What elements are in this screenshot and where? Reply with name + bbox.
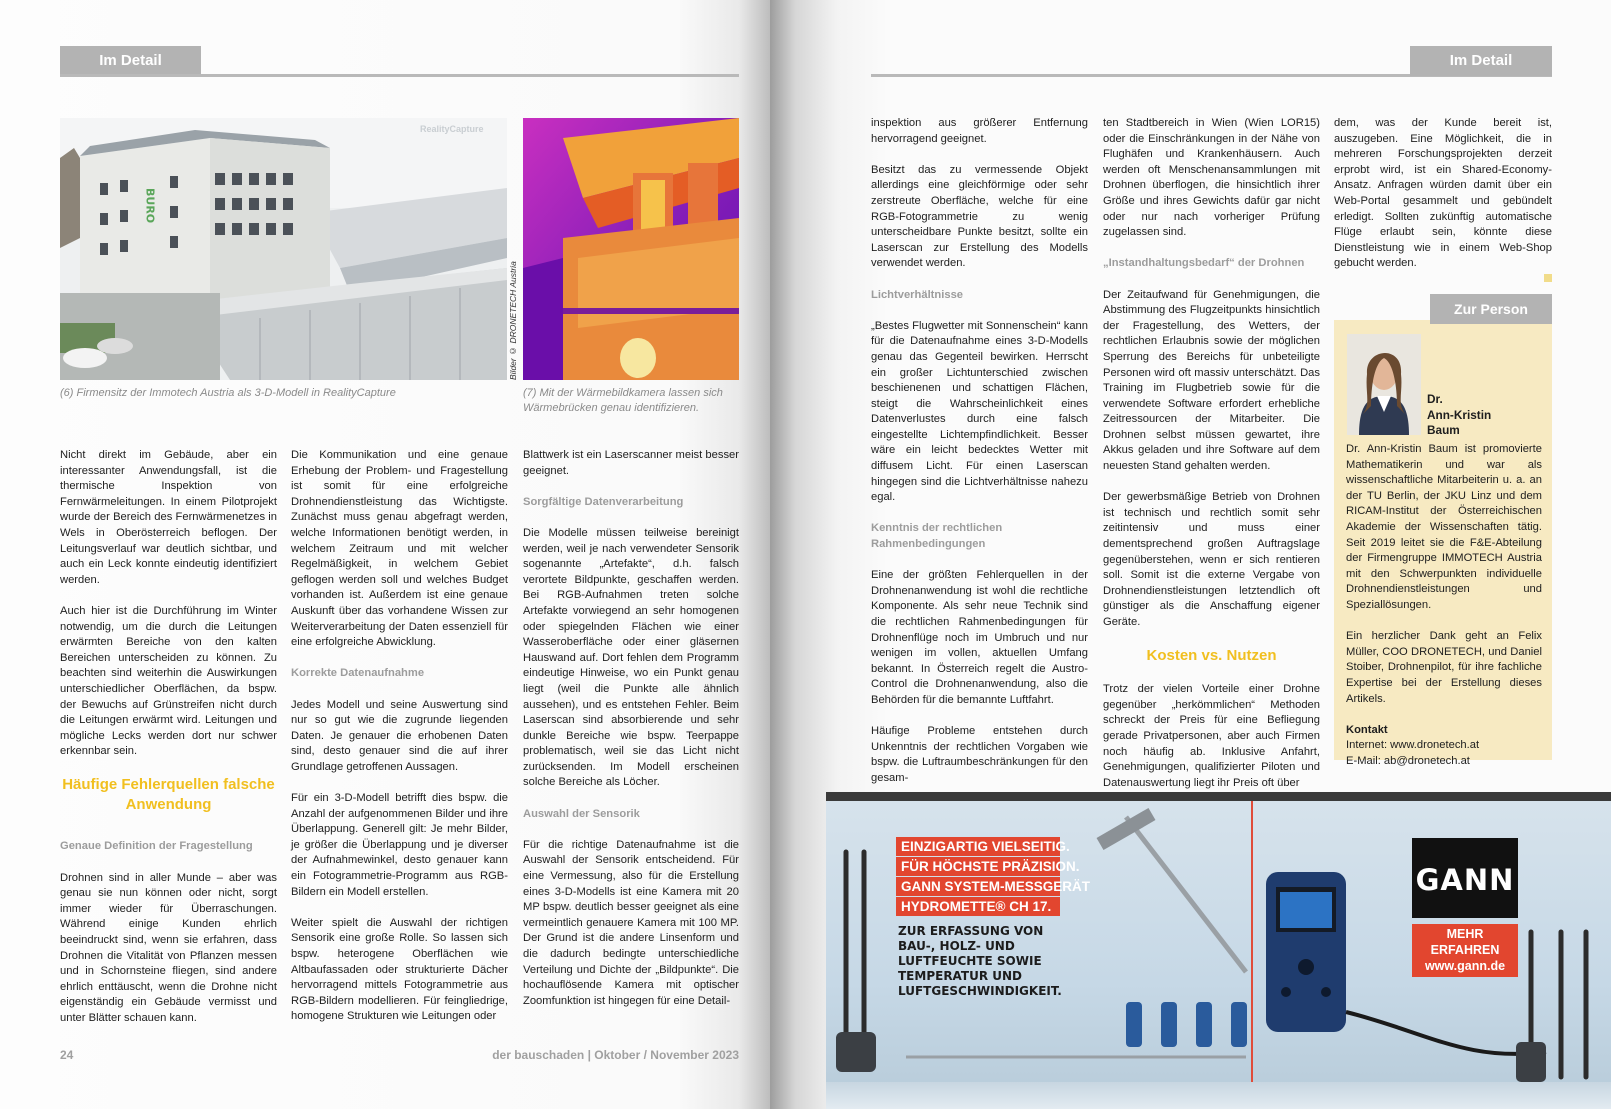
figure-caption-7: (7) Mit der Wärmebildkamera lassen sich Wärmebrücken genau identifizieren. (523, 387, 723, 414)
paragraph: Die Kommunikation und eine genaue Erhebung der Problem- und Fragestellung ist somit für eine erfolgreiche Drohnendienstleistung das Wichtigste. Zunächst muss genau abgefragt werden, welche Informationen benötigt werden, in welchem Zeitraum und mit welcher Regelmäßigkeit, in welchem Gebiet geflogen werden soll und welches Budget vorhanden ist. Außerdem ist eine genaue Auskunft über das vorhandene Wissen zur Weiterverarbeitung der Daten essenziell für eine erfolgreiche Abwicklung. (291, 449, 508, 649)
contact-label: Kontakt (1346, 723, 1388, 736)
photo-credit: Bilder © DRONETECH Austria (508, 261, 518, 380)
paragraph: Häufige Probleme entstehen durch Unkenntnis der rechtlichen Vorgaben wie bspw. die Luftraumbeschränkungen für den gesam- (871, 725, 1088, 784)
ad-headline: EINZIGARTIG VIELSEITIG. FÜR HÖCHSTE PRÄZISION. GANN SYSTEM-MESSGERÄT HYDROMETTE® CH 17. (896, 837, 1060, 917)
right-column-2 (1103, 116, 1320, 791)
paragraph: Drohnen sind in aller Munde – aber was genau sie nun können oder nicht, sorgt immer wieder für Überraschungen. Während einige Kunden ehrlich beeindruckt sind, wenn sie erfahren, dass Drohnen die Vitalität von Pflanzen messen und in Schornsteine fliegen, sind andere ehrlich enttäuscht, wenn die Drohne nicht eigenständig ein Gebäude vermisst und unter Blätter schauen kann. (60, 871, 277, 1024)
subheading: Auswahl der Sensorik (523, 807, 640, 820)
left-page (0, 0, 770, 1109)
paragraph: ten Stadtbereich in Wien (Wien LOR15) oder die Einschränkungen in der Nähe von Flughäfen und Krankenhäusern. Auch werden oft Menschenansammlungen mit Drohnen überflogen, die hinsichtlich ihrer Größe und ihres Gewichts dafür gar nicht oder nur nach vorheriger Prüfung zugelassen sind. (1103, 117, 1320, 239)
gann-logo[interactable]: GANN (1412, 838, 1518, 918)
paragraph: Jedes Modell und seine Auswertung sind nur so gut wie die zugrunde liegenden Daten. Je genauer die erhobenen Daten sind, desto genauer sind die auf ihrer Grundlage getroffenen Aussagen. (291, 698, 508, 773)
building-photo (60, 118, 507, 380)
paragraph: Nicht direkt im Gebäude, aber ein interessanter Anwendungsfall, ist die thermische Inspektion von Fernwärmeleitungen. In einem Pilotprojekt wurde der Bereich des Fernwärmenetzes in Wels in Oberösterreich beflogen. Der Leitungsverlauf war deutlich sichtbar, und auch ein Leck konnte eindeutig identifiziert werden. (60, 449, 277, 586)
paragraph: dem, was der Kunde bereit ist, auszugeben. Eine Möglichkeit, die in mehreren Forschungsprojekten derzeit erprobt wird, ist ein Shared-Economy-Ansatz. Anfragen würden damit über ein Web-Portal gesammelt und gebündelt erledigt. Sollten zukünftig automatische Flüge erlaubt sein, könnte diese Dienstleistung wie in einem Web-Shop gebucht werden. (1334, 117, 1552, 270)
paragraph: Trotz der vielen Vorteile einer Drohne gegenüber „herkömmlichen“ Methoden schreckt der Preis für eine Befliegung gerade Privatpersonen, aber auch Firmen noch häufig ab. Inklusive Anfahrt, Genehmigungen, qualifizierter Piloten und Datenauswertung liegt ihr Preis oft über (1103, 683, 1320, 789)
left-column-2 (291, 448, 508, 1025)
section-label: Im Detail (60, 46, 201, 76)
person-tab: Zur Person (1430, 294, 1552, 324)
author-bio-block (1346, 442, 1542, 769)
paragraph: Blattwerk ist ein Laserscanner meist besser geeignet. (523, 449, 739, 477)
paragraph: Besitzt das zu vermessende Objekt allerdings eine gleichförmige oder sehr zerstreute Oberfläche, welche für eine RGB-Fotogrammetrie zu wenig unterscheidbare Punkte besitzt, sollte ein Laserscan zur Erstellung des Modells verwendet werden. (871, 163, 1088, 270)
paragraph: Eine der größten Fehlerquellen in der Drohnenanwendung ist wohl die rechtliche Komponente. Als sehr neue Technik sind die rechtlichen Rahmenbedingungen für Drohnenflüge noch im Umbruch und nur wenigen im vollen, aktuellen Umfang bekannt. In Österreich regelt die Austro-Control die Drohnenanwendung, also die Behörden für die bemannte Luftfahrt. (871, 569, 1088, 706)
paragraph: Für die richtige Datenaufnahme ist die Auswahl der Sensorik entscheidend. Für eine Vermessung, also für die Erstellung eines 3-D-Modells ist eine Kamera mit 20 MP bspw. deutlich besser geeignet als eine vermeintlich genauere Kamera mit 100 MP. Der Grund ist die andere Linsenform und die dadurch bedingte unterschiedliche Verteilung und Dichte der „Bildpunkte“. Die hochauflösende Kamera mit optischer Zoomfunktion ist hingegen für eine Detail- (523, 838, 739, 1007)
page-number: 24 (60, 1048, 74, 1062)
publication-footer: der bauschaden | Oktober / November 2023 (492, 1048, 739, 1062)
right-column-3 (1334, 116, 1552, 282)
subheading: Lichtverhältnisse (871, 288, 964, 301)
subheading: Korrekte Datenaufnahme (291, 667, 425, 680)
paragraph: inspektion aus größerer Entfernung hervorragend geeignet. (871, 117, 1088, 145)
thermal-photo (523, 118, 739, 380)
left-column-3 (523, 448, 739, 1009)
author-bio: Dr. Ann-Kristin Baum ist promovierte Mathematikerin und war als wissenschaftliche Mitarbeiterin u. a. an der TU Berlin, der JKU Linz und dem RICAM-Institut der Österreichischen Akademie der Wissenschaften tätig. Seit 2019 leitet sie die F&E-Abteilung der Firmengruppe IMMOTECH Austria mit den Schwerpunkten individuelle Drohnendienstleistungen und Speziallösungen. (1346, 443, 1542, 611)
section-heading: Kosten vs. Nutzen (1146, 647, 1277, 665)
paragraph: Der gewerbsmäßige Betrieb von Drohnen ist technisch und rechtlich somit sehr zeitintensiv und muss einer dementsprechend großen Auftragslage gegenüberstehen, wenn er sich rentieren soll. Somit ist die externe Vergabe von Drohnendienstleistungen letztendlich oft günstiger als die Anschaffung eigener Geräte. (1103, 491, 1320, 628)
paragraph: Für ein 3-D-Modell betrifft dies bspw. die Anzahl der aufgenommenen Bilder und ihre Überlappung. Generell gilt: Je mehr Bilder, je größer die Überlappung und je diverser der Aufnahmewinkel, desto genauer kann ein Fotogrammetrie-Programm aus RGB-Bildern ein Modell erstellen. (291, 792, 508, 898)
paragraph: Auch hier ist die Durchführung im Winter notwendig, um die durch die Leitungen erwärmten Bereiche von den kalten Bereichen unterscheiden zu können. Zu beachten sind weiterhin die Auswirkungen unterschiedlicher Oberflächen, da bspw. der Bewuchs auf Grünstreifen nicht durch die Leitungen erwärmt wird. Leitungen und mögliche Lecks werden dort nur schwer erkennbar sein. (60, 604, 277, 758)
paragraph: „Bestes Flugwetter mit Sonnenschein“ kann für die Datenaufnahme eines 3-D-Modells genau das Gegenteil bewirken. Herrscht ein großer Lichtunterschied zwischen beschienenen und schattigen Flächen, steigt die Wahrscheinlichkeit eines Datenverlustes durch eine falsch eingestellte Lichtempfindlichkeit. Besser wäre ein leicht bedecktes Wetter mit diffusem Licht. Für einen Laserscan hingegen sind die Lichtverhältnisse nahezu egal. (871, 319, 1088, 504)
subheading: „Instandhaltungsbedarf“ der Drohnen (1103, 257, 1305, 270)
header-rule (60, 74, 739, 77)
subheading: Sorgfältige Datenverarbeitung (523, 495, 684, 508)
ad-subline: ZUR ERFASSUNG VON BAU-, HOLZ- UND LUFTFEUCHTE SOWIE TEMPERATUR UND LUFTGESCHWINDIGKEIT. (898, 924, 1062, 998)
paragraph: Die Modelle müssen teilweise bereinigt werden, weil je nach verwendeter Sensorik sogenannte „Artefakte“, d.h. falsch verortete Bildpunkte, geschaffen werden. Bei RGB-Aufnahmen treten solche Artefakte vorwiegend an sehr homogenen oder spiegelnden Flächen wie einer Wasseroberfläche oder einer gläsernen Hauswand auf. Dort fehlen dem Programm eindeutige Hinweise, wo ein Punkt genau liegt (weil die Punkte alle ähnlich aussehen), und es entstehen Fehler. Beim Laserscan sind absorbierende und sehr dunkle Bereiche wie bspw. Teerpappe problematisch, weil sie das Licht nicht zurücksenden. Im Modell erscheinen solche Bereiche als Löcher. (523, 526, 739, 789)
right-column-1 (871, 116, 1088, 787)
ad-cta-button[interactable]: MEHR ERFAHREN www.gann.de (1412, 924, 1518, 977)
subheading: Kenntnis der rechtlichen Rahmenbedingungen (871, 522, 1003, 551)
paragraph: Weiter spielt die Auswahl der richtigen Sensorik eine große Rolle. So lassen sich bspw. heterogene Oberflächen wie Altbaufassaden oder strukturierte Dächer hervorragend mittels Fotogrammetrie aus RGB-Bildern modellieren. Für feingliedrige, homogene Strukturen wie Leitungen oder (291, 916, 508, 1023)
subheading: Genaue Definition der Fragestellung (60, 840, 253, 853)
contact-email[interactable]: E-Mail: ab@dronetech.at (1346, 754, 1470, 767)
building-facade-text: BURO (143, 188, 157, 224)
realitycapture-watermark: RealityCapture (420, 124, 484, 134)
author-portrait (1347, 334, 1421, 435)
author-name: Dr. Ann-Kristin Baum (1427, 392, 1492, 437)
gann-advertisement[interactable] (826, 792, 1611, 1109)
section-heading: Häufige Fehlerquellen falsche Anwendung (62, 776, 275, 814)
figure-caption-6: (6) Firmensitz der Immotech Austria als 3-D-Modell in RealityCapture (60, 387, 396, 399)
contact-website[interactable]: Internet: www.dronetech.at (1346, 739, 1480, 752)
left-column-1 (60, 448, 277, 1042)
acknowledgement: Ein herzlicher Dank geht an Felix Müller, COO DRONETECH, und Daniel Stoiber, Drohnenpilot, für ihre fachliche Expertise bei der Erstellung dieses Artikels. (1346, 630, 1542, 705)
ad-bottom-strip (826, 1082, 1611, 1109)
section-label-right: Im Detail (1410, 46, 1552, 76)
paragraph: Der Zeitaufwand für Genehmigungen, die Abstimmung des Flugzeitpunkts hinsichtlich der Fragestellung, des Wetters, der rechtlichen Erlaubnis sowie der möglichen Sperrung des Bereichs für unbeteiligte Personen wird oft massiv unterschätzt. Das Training im Flugbetrieb sowie für die verwendete Software erfordert erhebliche Zeitressourcen der Mitarbeiter. Die Drohnen selbst müssen gewartet, ihre Akkus geladen und ihre Software auf dem neuesten Stand gehalten werden. (1103, 288, 1320, 473)
end-mark (1544, 274, 1552, 282)
